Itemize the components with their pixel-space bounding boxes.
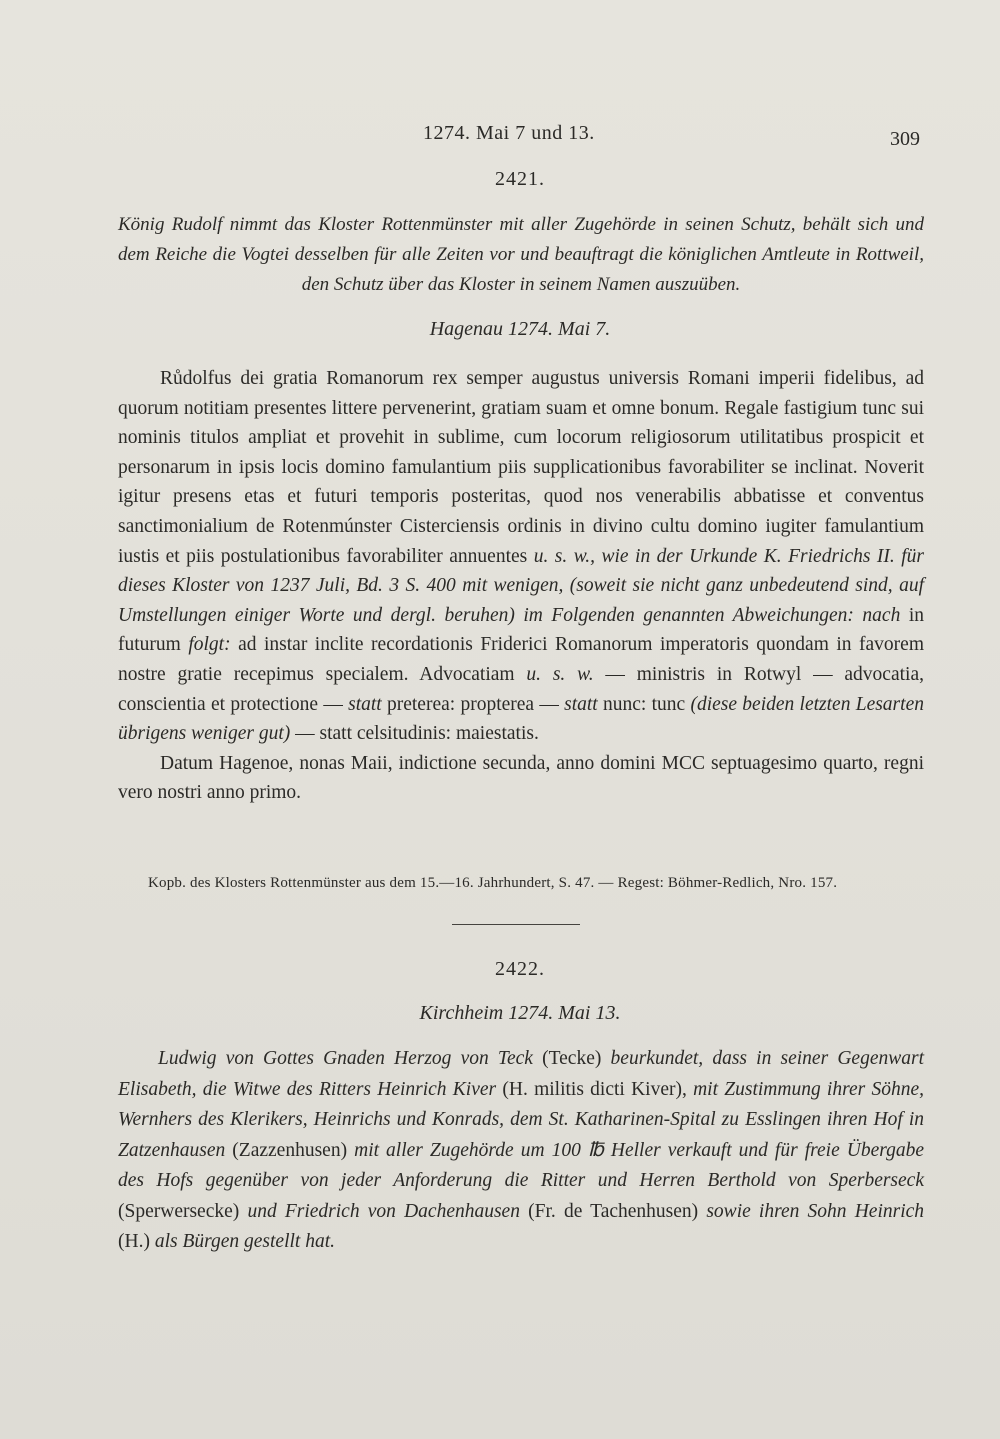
dating-clause: Datum Hagenoe, nonas Maii, indictione secunda, anno domini MCC septuagesimo quarto, regni vero nostri anno primo. bbox=[118, 752, 924, 804]
editorial-text: als Bürgen gestellt hat. bbox=[154, 1231, 336, 1252]
editorial-text: mit Zustimmung ihrer Söhne, Wernhers des Klerikers, Heinrichs und Konrads, dem St. Katharinen-Spital zu Esslingen ihren Hof in Zatzenhausen bbox=[118, 1078, 924, 1161]
editorial-text: (diese beiden letzten Lesarten übrigens weniger gut) bbox=[118, 693, 924, 745]
source-text: (Sperwersecke) bbox=[118, 1200, 248, 1222]
body-paragraph bbox=[118, 364, 924, 749]
source-text: Růdolfus dei gratia Romanorum rex semper augustus universis Romani imperii fidelibus, ad quorum notitiam presentes littere pervenerint, gratiam suam et omne bonum. Regale fastigium tunc sui nominis titulos ampliat et provehit in sublime, cum locorum religiosorum utilitatibus prospicit et personarum in ipsis locis domino famulantium piis supplicationibus favorabiliter se inclinat. Noverit igitur presens etas et futuri temporis posteritas, quod nos venerabilis abbatisse et conventus sanctimonialium de Rotenmúnster Cisterciensis ordinis in divino cultu domino iugiter famulantium iustis et piis postulationibus favorabiliter annuentes bbox=[118, 368, 924, 567]
source-text: preterea: propterea — bbox=[381, 693, 565, 715]
source-note: Kopb. des Klosters Rottenmünster aus dem 15.—16. Jahrhundert, S. 47. — Regest: Böhmer-Redlich, Nro. 157. bbox=[148, 875, 838, 891]
editorial-text: u. s. w. bbox=[526, 663, 594, 685]
editorial-text: und Friedrich von Dachenhausen bbox=[247, 1200, 529, 1222]
place-date-2: Kirchheim 1274. Mai 13. bbox=[419, 1002, 621, 1024]
source-text: — statt celsitudinis: maiestatis. bbox=[290, 723, 539, 745]
source-text: — ministris in Rotwyl — advocatia, conscientia et protectione — bbox=[118, 663, 924, 715]
editorial-text: statt bbox=[348, 693, 382, 715]
document-number-2: 2422. bbox=[495, 958, 545, 980]
document-summary: König Rudolf nimmt das Kloster Rottenmünster mit aller Zugehörde in seinen Schutz, behält sich und dem Reiche die Vogtei desselben für alle Zeiten vor und beauftragt die königlichen Amtleute in Rottweil, den Schutz über das Kloster in seinem Namen auszuüben. bbox=[118, 214, 924, 295]
source-text: nunc: tunc bbox=[597, 693, 691, 715]
document-summary-2 bbox=[118, 1044, 924, 1258]
editorial-text: sowie ihren Sohn Heinrich bbox=[706, 1200, 925, 1222]
source-text: (Tecke) bbox=[542, 1048, 611, 1069]
editorial-text: u. s. w., wie in der Urkunde K. Friedrichs II. für dieses Kloster von 1237 Juli, Bd. 3 S. 400 mit wenigen, (soweit sie nicht ganz unbedeutend sind, auf Umstellungen einiger Worte und dergl. beruhen) im Folgenden genannten Abweichungen: nach bbox=[118, 545, 924, 626]
running-head: 1274. Mai 7 und 13. bbox=[423, 122, 595, 144]
source-text: (Zazzenhusen) bbox=[232, 1139, 355, 1161]
editorial-text: mit aller Zugehörde um 100 ℔ Heller verkauft und für freie Übergabe des Hofs gegenüber von jeder Anforderung die Ritter und Herren Berthold von Sperberseck bbox=[118, 1139, 925, 1191]
place-date: Hagenau 1274. Mai 7. bbox=[429, 318, 611, 340]
summary-paragraph bbox=[118, 1044, 924, 1258]
document-number: 2421. bbox=[495, 168, 545, 190]
section-divider bbox=[452, 924, 580, 925]
editorial-text: folgt: bbox=[188, 634, 231, 656]
source-text: in futurum bbox=[118, 604, 924, 656]
source-text: (H. militis dicti Kiver), bbox=[502, 1078, 694, 1100]
page-header bbox=[118, 122, 924, 156]
source-text: (H.) bbox=[118, 1231, 155, 1252]
source-text: (Fr. de Tachenhusen) bbox=[528, 1200, 707, 1222]
page-number: 309 bbox=[890, 128, 920, 150]
editorial-text: beurkundet, dass in seiner Gegenwart Elisabeth, die Witwe des Ritters Heinrich Kiver bbox=[118, 1048, 924, 1100]
editorial-text: statt bbox=[564, 693, 598, 715]
editorial-text: Ludwig von Gottes Gnaden Herzog von Teck bbox=[158, 1048, 543, 1069]
document-body bbox=[118, 364, 924, 808]
source-text: ad instar inclite recordationis Friderici Romanorum imperatoris quondam in favorem nostre gratie recepimus specialem. Advocatiam bbox=[118, 634, 924, 685]
